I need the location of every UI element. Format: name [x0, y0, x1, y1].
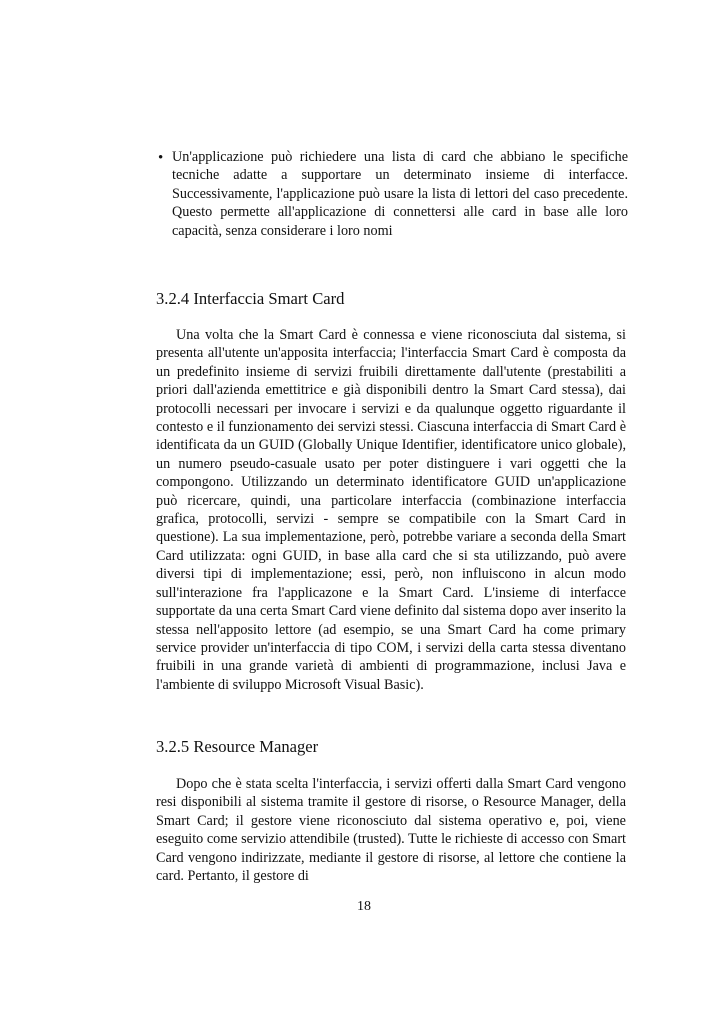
page-number: 18	[357, 899, 371, 914]
section-paragraph-resource-manager: Dopo che è stata scelta l'interfaccia, i servizi offerti dalla Smart Card vengono resi disponibili al sistema tramite il gestore di risorse, o Resource Manager, della Smart Card; il gestore viene riconosciuto dal sistema operativo e, poi, viene eseguito come servizio attendibile (trusted). Tutte le richieste di accesso con Smart Card vengono indirizzate, mediante il gestore di risorse, al lettore che contiene la card. Pertanto, il gestore di	[156, 776, 626, 885]
bullet-marker: •	[158, 150, 164, 166]
section-heading-resource-manager: 3.2.5 Resource Manager	[156, 737, 319, 756]
section-heading-interfaccia-smart-card: 3.2.4 Interfaccia Smart Card	[156, 289, 345, 308]
bullet-list-item	[158, 148, 628, 240]
section-paragraph-interfaccia-smart-card: Una volta che la Smart Card è connessa e viene riconosciuta dal sistema, si presenta all'utente un'apposita interfaccia; l'interfaccia Smart Card è composta da un predefinito insieme di servizi fruibili direttamente dall'utente (prestabiliti a priori dall'azienda emettitrice e già disponibili dentro la Smart Card stessa), dai protocolli necessari per invocare i servizi e da qualunque oggetto riguardante il contesto e il funzionamento dei servizi stessi. Ciascuna interfaccia di Smart Card è identificata da un GUID (Globally Unique Identifier, identificatore unico globale), un numero pseudo-casuale usato per poter distinguere i vari oggetti che la compongono. Utilizzando un determinato identificatore GUID un'applicazione può ricercare, quindi, una particolare interfaccia (combinazione interfaccia grafica, protocolli, servizi - sempre se compatibile con la Smart Card in questione). La sua implementazione, però, potrebbe variare a seconda della Smart Card utilizzata: ogni GUID, in base alla card che si sta utilizzando, può avere diversi tipi di implementazione; essi, però, non influiscono in alcun modo sull'interazione fra l'applicazone e la Smart Card. L'insieme di interfacce supportate da una certa Smart Card viene definito dal sistema dopo aver inserito la stessa nell'apposito lettore (ad esempio, se una Smart Card ha come primary service provider un'interfaccia di tipo COM, i servizi della carta stessa diventano fruibili in una grande varietà di ambienti di programmazione, inclusi Java e l'ambiente di sviluppo Microsoft Visual Basic).	[156, 327, 626, 693]
bullet-text: Un'applicazione può richiedere una lista di card che abbiano le specifiche tecniche adatte a supportare un determinato insieme di interfacce. Successivamente, l'applicazione può usare la lista di lettori del caso precedente. Questo permette all'applicazione di connettersi alle card in base alle loro capacità, senza considerare i loro nomi	[172, 149, 628, 239]
